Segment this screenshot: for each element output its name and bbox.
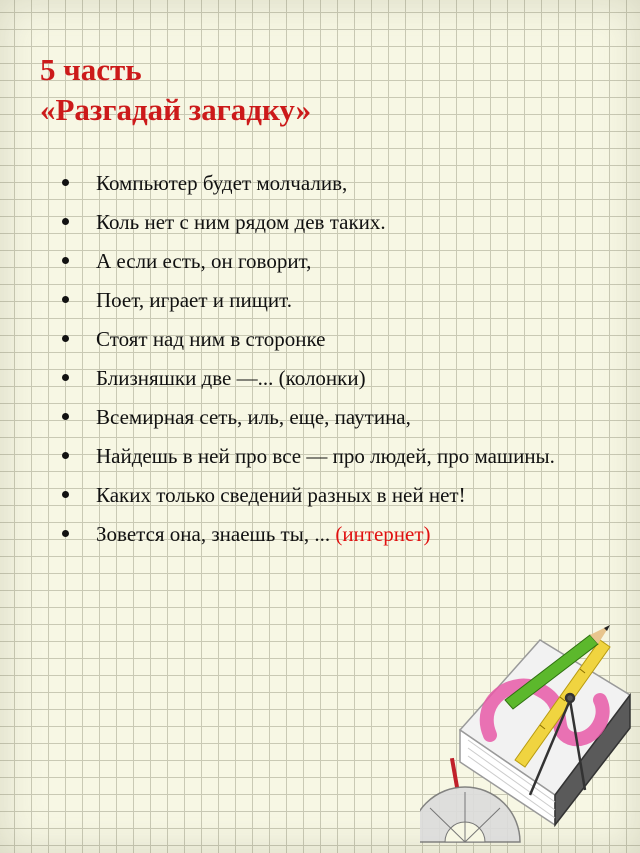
bullet-icon	[62, 257, 69, 264]
verse-text: Стоят над ним в сторонке	[96, 327, 326, 351]
verse-text: А если есть, он говорит,	[96, 249, 312, 273]
verse-text: Всемирная сеть, иль, еще, паутина,	[96, 405, 411, 429]
bullet-icon	[62, 335, 69, 342]
bullet-icon	[62, 218, 69, 225]
bullet-icon	[62, 413, 69, 420]
protractor-icon	[420, 787, 520, 842]
title-line-2: «Разгадай загадку»	[40, 92, 312, 127]
list-item	[56, 248, 596, 275]
list-item	[56, 326, 596, 353]
riddle-list	[56, 170, 596, 560]
list-item	[56, 443, 596, 470]
bullet-icon	[62, 179, 69, 186]
list-item	[56, 170, 596, 197]
verse-text: Коль нет с ним рядом дев таких.	[96, 210, 386, 234]
list-item	[56, 209, 596, 236]
title-line-1: 5 часть	[40, 52, 142, 87]
list-item	[56, 404, 596, 431]
bullet-icon	[62, 374, 69, 381]
bullet-icon	[62, 491, 69, 498]
verse-text: Компьютер будет молчалив,	[96, 171, 348, 195]
list-item	[56, 287, 596, 314]
list-item	[56, 365, 596, 392]
school-stationery-icon	[420, 580, 640, 853]
verse-text: Близняшки две —... (колонки)	[96, 366, 366, 390]
list-item	[56, 482, 596, 509]
verse-text: Найдешь в ней про все — про людей, про машины.	[96, 444, 555, 468]
riddle-answer: (интернет)	[335, 522, 431, 546]
bullet-icon	[62, 452, 69, 459]
bullet-icon	[62, 530, 69, 537]
verse-text: Каких только сведений разных в ней нет!	[96, 483, 466, 507]
verse-text: Поет, играет и пищит.	[96, 288, 292, 312]
bullet-icon	[62, 296, 69, 303]
slide-title	[40, 50, 600, 130]
list-item	[56, 521, 596, 548]
verse-text: Зовется она, знаешь ты, ...	[96, 522, 336, 546]
